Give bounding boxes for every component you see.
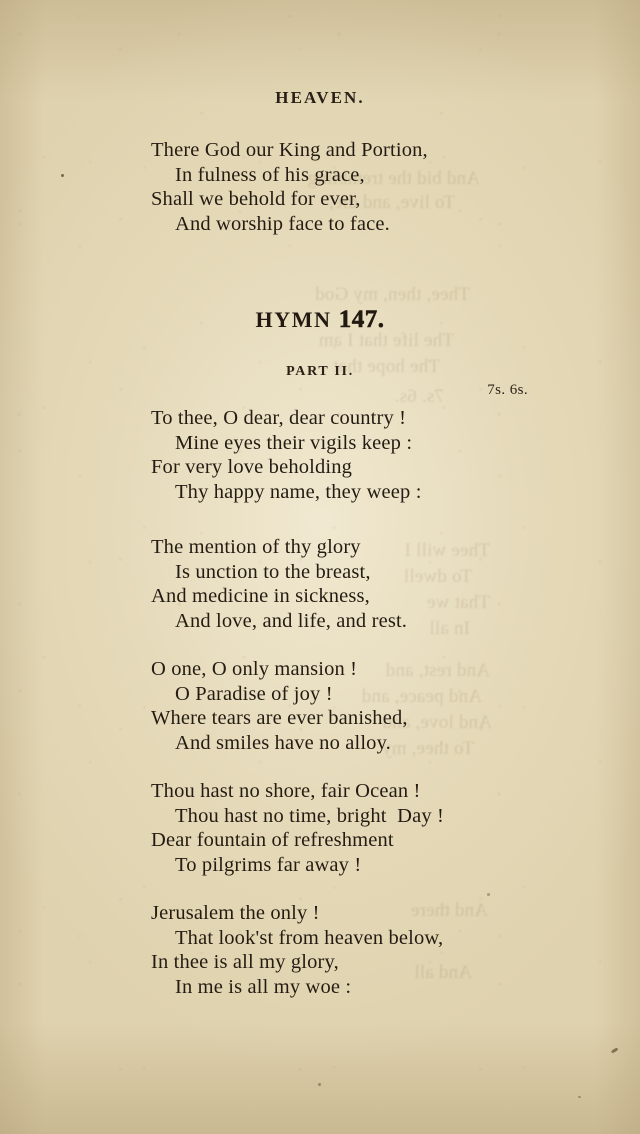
show-through-line: And all [414, 962, 472, 983]
verse-line: There God our King and Portion, [151, 139, 428, 161]
verse-line: The mention of thy glory [151, 536, 361, 558]
meter-label: 7s. 6s. [487, 382, 528, 398]
show-through-line: Thee will I [404, 540, 490, 561]
verse-line: Is unction to the breast, [175, 560, 371, 583]
verse-line: Where tears are ever banished, [151, 707, 408, 730]
continued-hymn-stanza [151, 138, 428, 236]
show-through-line: To dwell [403, 566, 472, 587]
hymn-stanza [151, 657, 408, 755]
verse-line: To pilgrims far away ! [175, 853, 362, 876]
show-through-line: To thee, my [381, 738, 474, 759]
verse-line: Mine eyes their vigils keep : [175, 431, 413, 454]
verse-line: Jerusalem the only ! [151, 902, 320, 924]
hymn-stanza [151, 406, 422, 504]
show-through-line: The hope that [332, 356, 440, 377]
hymn-number: 147. [338, 306, 385, 333]
verse-line: For very love beholding [151, 456, 353, 479]
verse-line: In fulness of his grace, [175, 163, 365, 186]
show-through-line: The life that I am [318, 330, 454, 351]
part-label: PART II. [286, 364, 354, 379]
hymn-heading [0, 306, 640, 334]
verse-line: Shall we behold for ever, [151, 188, 361, 211]
verse-line: And love, and life, and rest. [175, 609, 408, 632]
verse-line: Thy happy name, they weep : [175, 480, 422, 503]
verse-line: O one, O only mansion ! [151, 658, 358, 680]
hymn-stanza [151, 901, 443, 999]
verse-line: To thee, O dear, dear country ! [151, 407, 407, 429]
show-through-line: Thee, then, my God [314, 284, 470, 305]
show-through-line: In all [429, 618, 470, 639]
show-through-line: 7s. 6s. [394, 386, 444, 407]
verse-line: Thou hast no time, bright Day ! [175, 804, 444, 827]
running-head: HEAVEN. [275, 88, 365, 107]
show-through-line: And rest, and [385, 660, 490, 681]
show-through-line: And peace, and [361, 686, 482, 707]
show-through-line: And love, and [382, 712, 492, 733]
verse-line: In me is all my woe : [175, 975, 352, 998]
verse-line: That look'st from heaven below, [175, 926, 444, 949]
show-through-line: And there [410, 900, 488, 921]
verse-line: O Paradise of joy ! [175, 682, 333, 705]
hymn-stanza [151, 779, 444, 877]
hymn-heading-word: HYMN [255, 307, 332, 332]
verse-line: Dear fountain of refreshment [151, 829, 394, 852]
verse-line: And smiles have no alloy. [175, 731, 391, 754]
show-through-line: That we [426, 592, 490, 613]
show-through-line: And bid the trembling [307, 168, 480, 189]
hymn-stanza [151, 535, 407, 633]
verse-line: And medicine in sickness, [151, 585, 370, 608]
show-through-line: To live, and die, [328, 192, 455, 213]
verse-line: And worship face to face. [175, 212, 390, 235]
verse-line: Thou hast no shore, fair Ocean ! [151, 780, 421, 802]
verse-line: In thee is all my glory, [151, 951, 339, 974]
